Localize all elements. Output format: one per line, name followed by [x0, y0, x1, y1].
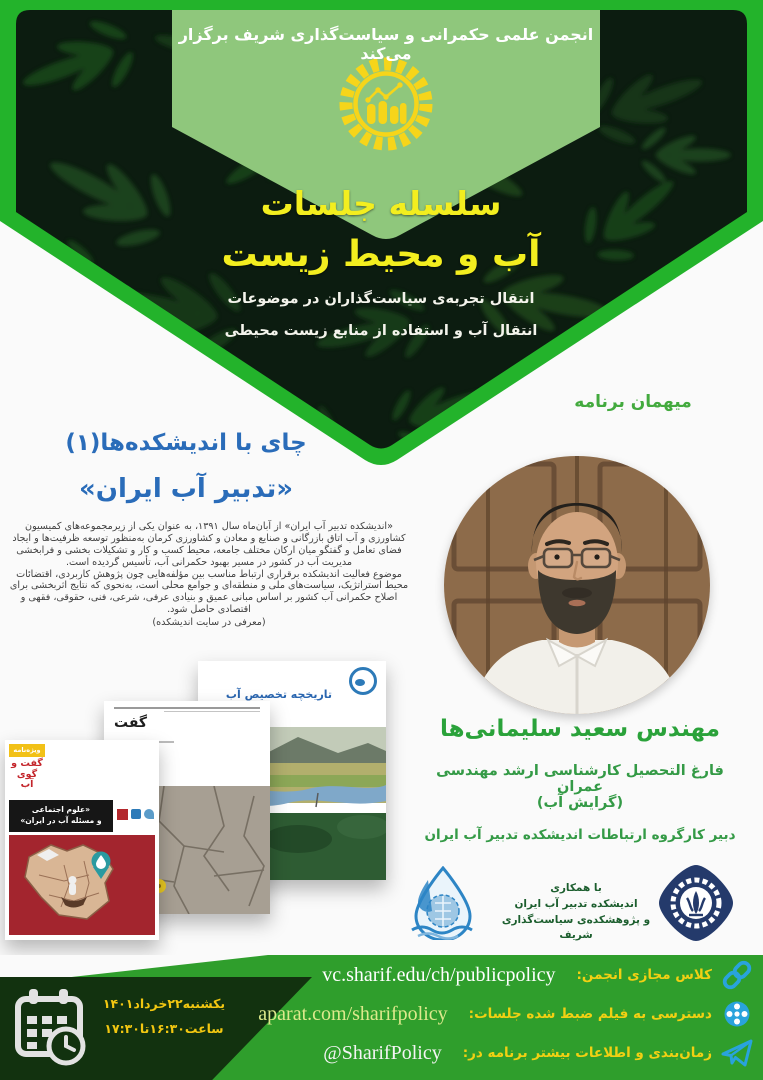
sharif-university-logo-icon	[656, 862, 736, 944]
cover-band	[9, 800, 113, 832]
series-title-line1: سلسله جلسات	[260, 184, 502, 223]
film-reel-icon	[719, 996, 755, 1032]
special-issue-tag: ویژه‌نامه	[9, 744, 45, 757]
session-subtitle: «تدبیر آب ایران»	[78, 474, 294, 504]
telegram-icon	[719, 1035, 755, 1071]
publisher-logo-icon	[349, 667, 377, 695]
band-line1: «علوم اجتماعی	[31, 805, 91, 814]
collab-line1: با همکاری	[550, 882, 602, 894]
drop-logo-icon	[144, 809, 154, 819]
cover-rule	[114, 707, 260, 709]
virtual-class-label: کلاس مجازی انجمن:	[576, 967, 712, 983]
red-logo-icon	[117, 809, 128, 820]
description-paragraph-1: «اندیشکده تدبیر آب ایران» از آبان‌ماه سال ۱۳۹۱، به عنوان یکی از زیرمجموعه‌های کمیسیون کشاورزی و آب اتاق بازرگانی و صنایع و معادن و کشاورزی کرمان به‌منظور توسعه ظرفیت‌ها و ایجاد فضای تعامل و گفتگو میان ارکان مختلف جامعه، محیط کسب و کار و تشکیلات بخشی و فرابخشی مدیریت آب در کشور در مسیر بهبود حکمرانی آب، تأسیس گردیده است.	[12, 521, 406, 568]
book-title: تاریخچه تخصیص آب	[225, 688, 333, 701]
event-date: یکشنبه۲۲خرداد۱۴۰۱	[102, 996, 226, 1011]
description-note: (معرفی در سایت اندیشکده)	[152, 617, 266, 629]
cover-mini-logos	[117, 803, 157, 825]
spine-title: گفت و گوی آب	[11, 758, 43, 791]
series-subtitle-line2: انتقال آب و استفاده از منابع زیست محیطی	[224, 323, 538, 339]
guest-section-label: میهمان برنامه	[574, 392, 692, 412]
series-subtitle-line1: انتقال تجربه‌ی سیاست‌گذاران در موضوعات	[227, 291, 535, 307]
guest-name: مهندس سعید سلیمانی‌ها	[439, 716, 721, 742]
footer-row-telegram	[229, 1034, 759, 1072]
water-thinktank-logo-icon	[404, 866, 482, 940]
guest-specialization: (گرایش آب)	[536, 795, 624, 811]
virtual-class-url[interactable]: vc.sharif.edu/ch/publicpolicy	[322, 963, 556, 986]
series-title-line2: آب و محیط زیست	[221, 234, 541, 275]
collaboration-credit	[496, 881, 656, 944]
book-title: گفت	[114, 715, 148, 731]
organizer-banner: انجمن علمی حکمرانی و سیاست‌گذاری شریف برگزار می‌کند	[178, 25, 594, 63]
collab-line3: و پژوهشکده‌ی سیاست‌گذاری شریف	[501, 913, 651, 942]
event-datetime	[86, 996, 242, 1036]
description-paragraph-2: موضوع فعالیت اندیشکده برقراری ارتباط مناسب بین مؤلفه‌هایی چون پژوهش کاربردی، اقتضائات محیط استراتژیک، سیاست‌های ملی و منطقه‌ای و جوامع محلی است، به‌نحوی که نتایج اثربخشی برای اصلاح حکمرانی آب کشور بر اساس مبانی عمیق و بنیادی عرفی، شرعی، فنی، حقوقی، فقهی و اقتصادی حاصل شود.	[9, 568, 409, 616]
band-line2: و مسئله آب در ایران»	[20, 816, 102, 826]
session-title: چای با اندیشکده‌ها(۱)	[65, 430, 307, 456]
cover-rule	[164, 711, 260, 712]
link-icon	[719, 957, 755, 993]
calendar-clock-icon	[14, 988, 88, 1068]
cover-red-panel	[9, 835, 155, 935]
book-cover-special-issue	[5, 740, 159, 940]
guest-role: دبیر کارگروه ارتباطات اندیشکده تدبیر آب ایران	[424, 827, 736, 843]
recordings-url[interactable]: aparat.com/sharifpolicy	[258, 1002, 448, 1025]
recordings-label: دسترسی به فیلم ضبط شده جلسات:	[468, 1006, 712, 1022]
iran-map-art	[9, 835, 155, 935]
guest-degree: فارغ التحصیل کارشناسی ارشد مهندسی عمران	[436, 763, 724, 795]
footer-row-virtual-class	[229, 956, 759, 994]
footer-row-recordings	[229, 995, 759, 1033]
collab-line2: اندیشکده تدبیر آب ایران	[514, 897, 638, 910]
guest-portrait	[444, 456, 710, 714]
thinktank-description	[8, 521, 410, 629]
telegram-handle[interactable]: @SharifPolicy	[323, 1041, 442, 1064]
schedule-label: زمان‌بندی و اطلاعات بیشتر برنامه در:	[462, 1045, 712, 1061]
blue-logo-icon	[131, 809, 141, 819]
event-time: ساعت۱۶:۳۰تا۱۷:۳۰	[104, 1021, 224, 1036]
